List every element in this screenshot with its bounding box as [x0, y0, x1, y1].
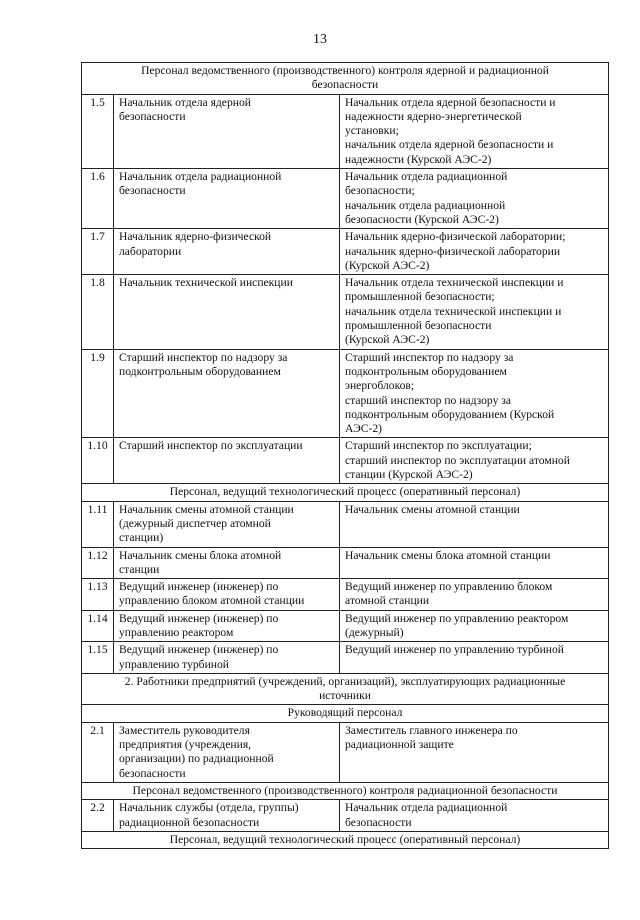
position-title-line: станции): [119, 531, 164, 545]
position-title-line: Ведущий инженер (инженер) по: [119, 611, 279, 625]
equivalent-position-line: старший инспектор по эксплуатации атомной: [345, 453, 570, 467]
table-row: [82, 438, 609, 484]
equivalent-position-line: энергоблоков;: [345, 379, 415, 393]
position-title: [114, 275, 340, 349]
position-title-line: Ведущий инженер (инженер) по: [119, 580, 279, 594]
position-title: [114, 501, 340, 547]
item-number: 1.12: [82, 547, 114, 579]
table-row: [82, 94, 609, 168]
equivalent-position-line: начальник отдела технической инспекции и: [345, 304, 562, 318]
equivalent-position: [340, 229, 609, 275]
section-heading-line: Руководящий персонал: [287, 706, 403, 720]
equivalent-position-line: безопасности;: [345, 184, 415, 198]
item-number: 1.14: [82, 610, 114, 642]
position-title-line: Начальник отдела радиационной: [119, 170, 282, 184]
section-heading: [82, 705, 609, 722]
position-title-line: Начальник технической инспекции: [119, 276, 293, 290]
item-number: 1.6: [82, 169, 114, 229]
equivalent-position-line: Ведущий инженер по управлению блоком: [345, 580, 553, 594]
equivalent-position-line: безопасности (Курской АЭС-2): [345, 212, 499, 226]
table-row: [82, 349, 609, 438]
equivalent-position-line: Начальник отдела ядерной безопасности и: [345, 95, 556, 109]
position-title-line: Начальник отдела ядерной: [119, 95, 251, 109]
equivalent-position: [340, 438, 609, 484]
position-title-line: управлению реактором: [119, 625, 234, 639]
equivalent-position: [340, 579, 609, 611]
equivalent-position-line: надежности (Курской АЭС-2): [345, 152, 492, 166]
table-row: [82, 800, 609, 832]
section-heading: [82, 484, 609, 501]
equivalent-position: [340, 800, 609, 832]
equivalent-position: [340, 501, 609, 547]
section-heading-row: [82, 63, 609, 95]
equivalent-position-line: Начальник отдела радиационной: [345, 801, 508, 815]
section-heading-line: безопасности: [311, 78, 379, 92]
item-number: 1.10: [82, 438, 114, 484]
position-title-line: организации) по радиационной: [119, 752, 274, 766]
equivalent-position-line: Старший инспектор по эксплуатации;: [345, 439, 532, 453]
position-title: [114, 547, 340, 579]
section-heading: [82, 63, 609, 95]
section-heading-row: [82, 782, 609, 799]
table-row: [82, 501, 609, 547]
table-row: [82, 169, 609, 229]
equivalent-position-line: Начальник отдела радиационной: [345, 170, 508, 184]
table-row: [82, 229, 609, 275]
equivalent-position-line: Старший инспектор по надзору за: [345, 350, 514, 364]
position-title-line: Старший инспектор по надзору за: [119, 350, 288, 364]
equivalent-position-line: безопасности: [345, 815, 412, 829]
equivalent-position-line: Заместитель главного инженера по: [345, 723, 518, 737]
position-title-line: управлению турбиной: [119, 657, 229, 671]
equivalent-position: [340, 642, 609, 674]
position-title: [114, 169, 340, 229]
equivalent-position-line: начальник ядерно-физической лаборатории: [345, 244, 561, 258]
section-heading-line: Персонал, ведущий технологический процесс (оперативный персонал): [169, 485, 521, 499]
equivalent-position-line: (Курской АЭС-2): [345, 258, 430, 272]
position-title-line: Заместитель руководителя: [119, 723, 250, 737]
position-title-line: подконтрольным оборудованием: [119, 364, 281, 378]
position-title: [114, 642, 340, 674]
equivalent-position-line: Начальник отдела технической инспекции и: [345, 276, 564, 290]
page-number: 13: [313, 32, 327, 47]
equivalent-position-line: Ведущий инженер по управлению турбиной: [345, 643, 564, 657]
equivalent-position-line: (Курской АЭС-2): [345, 333, 430, 347]
position-title-line: управлению блоком атомной станции: [119, 594, 305, 608]
item-number: 1.15: [82, 642, 114, 674]
position-title: [114, 610, 340, 642]
table-row: [82, 642, 609, 674]
position-title-line: безопасности: [119, 184, 186, 198]
position-title-line: Ведущий инженер (инженер) по: [119, 643, 279, 657]
section-heading: [82, 831, 609, 848]
positions-table: [81, 62, 609, 849]
item-number: 2.2: [82, 800, 114, 832]
table-row: [82, 610, 609, 642]
equivalent-position: [340, 275, 609, 349]
position-title: [114, 800, 340, 832]
item-number: 2.1: [82, 722, 114, 782]
item-number: 1.11: [82, 501, 114, 547]
equivalent-position: [340, 94, 609, 168]
position-title-line: Начальник ядерно-физической: [119, 230, 272, 244]
position-title-line: станции: [119, 562, 160, 576]
position-title: [114, 722, 340, 782]
section-heading-line: Персонал ведомственного (производственного) контроля радиационной безопасности: [132, 783, 558, 797]
position-title: [114, 229, 340, 275]
table-row: [82, 275, 609, 349]
position-title-line: Старший инспектор по эксплуатации: [119, 439, 303, 453]
equivalent-position: [340, 169, 609, 229]
equivalent-position-line: радиационной защите: [345, 738, 454, 752]
equivalent-position-line: надежности ядерно-энергетической: [345, 109, 522, 123]
section-heading-line: источники: [319, 689, 371, 703]
equivalent-position-line: Начальник смены блока атомной станции: [345, 548, 551, 562]
position-title-line: Начальник службы (отдела, группы): [119, 801, 299, 815]
equivalent-position-line: станции (Курской АЭС-2): [345, 468, 473, 482]
position-title-line: лаборатории: [119, 244, 182, 258]
item-number: 1.13: [82, 579, 114, 611]
section-heading: [82, 782, 609, 799]
equivalent-position: [340, 547, 609, 579]
equivalent-position: [340, 610, 609, 642]
equivalent-position-line: Ведущий инженер по управлению реактором: [345, 611, 569, 625]
section-heading-line: Персонал ведомственного (производственного) контроля ядерной и радиационной: [141, 64, 549, 77]
position-title-line: безопасности: [119, 109, 186, 123]
equivalent-position-line: (дежурный): [345, 625, 404, 639]
position-title-line: Начальник смены атомной станции: [119, 502, 294, 516]
item-number: 1.7: [82, 229, 114, 275]
equivalent-position-line: начальник отдела ядерной безопасности и: [345, 138, 554, 152]
position-title-line: безопасности: [119, 766, 186, 780]
equivalent-position-line: промышленной безопасности;: [345, 290, 495, 304]
position-title: [114, 579, 340, 611]
equivalent-position-line: подконтрольным оборудованием: [345, 364, 507, 378]
equivalent-position-line: старший инспектор по надзору за: [345, 393, 511, 407]
section-heading-row: [82, 831, 609, 848]
position-title: [114, 94, 340, 168]
item-number: 1.5: [82, 94, 114, 168]
equivalent-position: [340, 349, 609, 438]
position-title: [114, 349, 340, 438]
equivalent-position-line: АЭС-2): [345, 422, 382, 436]
section-heading-row: [82, 484, 609, 501]
equivalent-position-line: установки;: [345, 124, 399, 138]
position-title: [114, 438, 340, 484]
section-heading-row: [82, 705, 609, 722]
equivalent-position: [340, 722, 609, 782]
equivalent-position-line: атомной станции: [345, 594, 430, 608]
position-title-line: предприятия (учреждения,: [119, 738, 252, 752]
section-heading-row: [82, 673, 609, 705]
table-row: [82, 547, 609, 579]
position-title-line: (дежурный диспетчер атомной: [119, 516, 271, 530]
equivalent-position-line: начальник отдела радиационной: [345, 198, 506, 212]
item-number: 1.9: [82, 349, 114, 438]
section-heading-line: Персонал, ведущий технологический процесс (оперативный персонал): [169, 832, 521, 846]
item-number: 1.8: [82, 275, 114, 349]
equivalent-position-line: подконтрольным оборудованием (Курской: [345, 407, 555, 421]
position-title-line: радиационной безопасности: [119, 815, 260, 829]
equivalent-position-line: промышленной безопасности: [345, 319, 492, 333]
table-row: [82, 579, 609, 611]
section-heading: [82, 673, 609, 705]
section-heading-line: 2. Работники предприятий (учреждений, организаций), эксплуатирующих радиационные: [124, 674, 566, 688]
equivalent-position-line: Начальник смены атомной станции: [345, 502, 520, 516]
equivalent-position-line: Начальник ядерно-физической лаборатории;: [345, 230, 566, 244]
table-body: [82, 63, 609, 849]
table-row: [82, 722, 609, 782]
position-title-line: Начальник смены блока атомной: [119, 548, 282, 562]
